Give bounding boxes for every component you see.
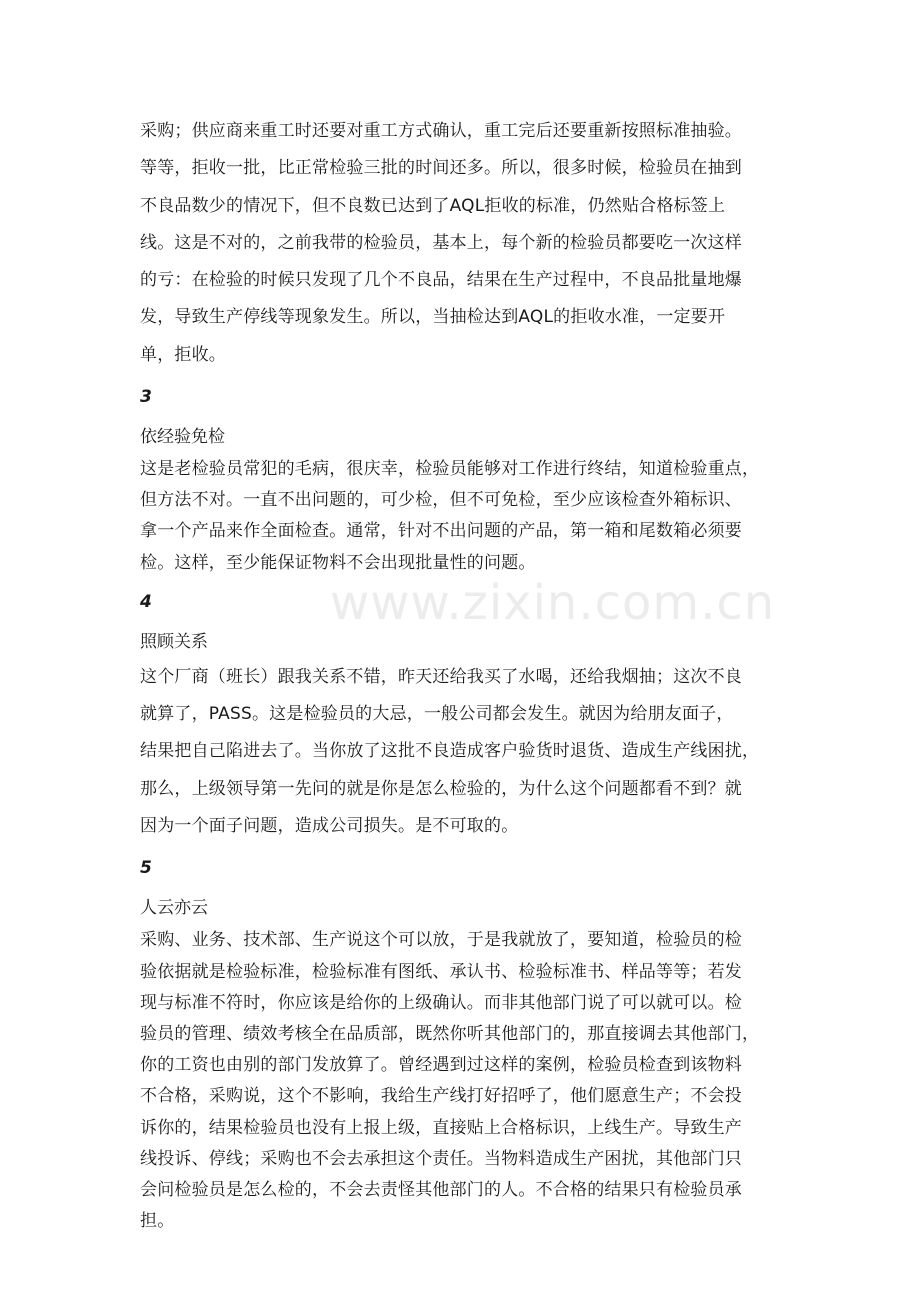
text-line: 验员的管理、绩效考核全在品质部，既然你听其他部门的，那直接调去其他部门， [140,1023,760,1044]
section-title: 人云亦云 [140,898,208,919]
document-body [140,113,788,1237]
text-line: 不合格，采购说，这个不影响，我给生产线打好招呼了，他们愿意生产；不会投 [140,1086,742,1107]
text-line: 但方法不对。一直不出问题的，可少检，但不可免检，至少应该检查外箱标识、 [140,490,742,511]
text-line: 现与标准不符时，你应该是给你的上级确认。而非其他部门说了可以就可以。检 [140,992,742,1013]
section-3 [140,374,788,579]
section-title: 照顾关系 [140,631,208,652]
text-line: 结果把自己陷进去了。当你放了这批不良造成客户验货时退货、造成生产线困扰， [140,741,760,762]
text-line: 就算了，PASS。这是检验员的大忌，一般公司都会发生。就因为给朋友面子， [140,704,734,725]
text-line: 这是老检验员常犯的毛病，很庆幸，检验员能够对工作进行终结，知道检验重点， [140,459,760,480]
text-line: 你的工资也由别的部门发放算了。曾经遇到过这样的案例，检验员检查到该物料 [140,1055,742,1076]
section-5 [140,845,788,1237]
text-line: 采购；供应商来重工时还要对重工方式确认，重工完后还要重新按照标准抽验。 [140,121,742,141]
section-number: 5 [140,858,152,879]
text-line: 担。 [140,1211,175,1232]
text-line: 采购、业务、技术部、生产说这个可以放，于是我就放了，要知道，检验员的检 [140,930,742,951]
text-line: 发，导致生产停线等现象发生。所以，当抽检达到AQL的拒收水准，一定要开 [140,307,726,328]
text-line: 拿一个产品来作全面检查。通常，针对不出问题的产品，第一箱和尾数箱必须要 [140,521,742,542]
text-line: 检。这样，至少能保证物料不会出现批量性的问题。 [140,552,536,573]
section-title: 依经验免检 [140,427,225,448]
section-paragraph [140,659,788,845]
section-number: 4 [140,591,152,612]
section-paragraph [140,454,788,579]
text-line: 等等，拒收一批，比正常检验三批的时间还多。所以，很多时候，检验员在抽到 [140,158,742,179]
intro-paragraph [140,113,788,374]
text-line: 单，拒收。 [140,344,226,365]
text-line: 线。这是不对的，之前我带的检验员，基本上，每个新的检验员都要吃一次这样 [140,232,742,253]
section-paragraph [140,925,788,1237]
section-number: 3 [140,387,152,408]
text-line: 因为一个面子问题，造成公司损失。是不可取的。 [140,816,519,837]
text-line: 的亏：在检验的时候只发现了几个不良品，结果在生产过程中，不良品批量地爆 [140,270,742,291]
text-line: 不良品数少的情况下，但不良数已达到了AQL拒收的标准，仍然贴合格标签上 [140,195,726,216]
section-4 [140,579,788,845]
text-line: 这个厂商（班长）跟我关系不错，昨天还给我买了水喝，还给我烟抽；这次不良 [140,666,742,687]
text-line: 诉你的，结果检验员也没有上报上级，直接贴上合格标识，上线生产。导致生产 [140,1117,742,1138]
watermark: www.zixin.com.cn [330,575,776,631]
text-line: 验依据就是检验标准，检验标准有图纸、承认书、检验标准书、样品等等；若发 [140,961,742,982]
text-line: 那么，上级领导第一先问的就是你是怎么检验的，为什么这个问题都看不到？就 [140,778,742,799]
text-line: 会问检验员是怎么检的，不会去责怪其他部门的人。不合格的结果只有检验员承 [140,1180,742,1200]
text-line: 线投诉、停线；采购也不会去承担这个责任。当物料造成生产困扰，其他部门只 [140,1148,742,1169]
